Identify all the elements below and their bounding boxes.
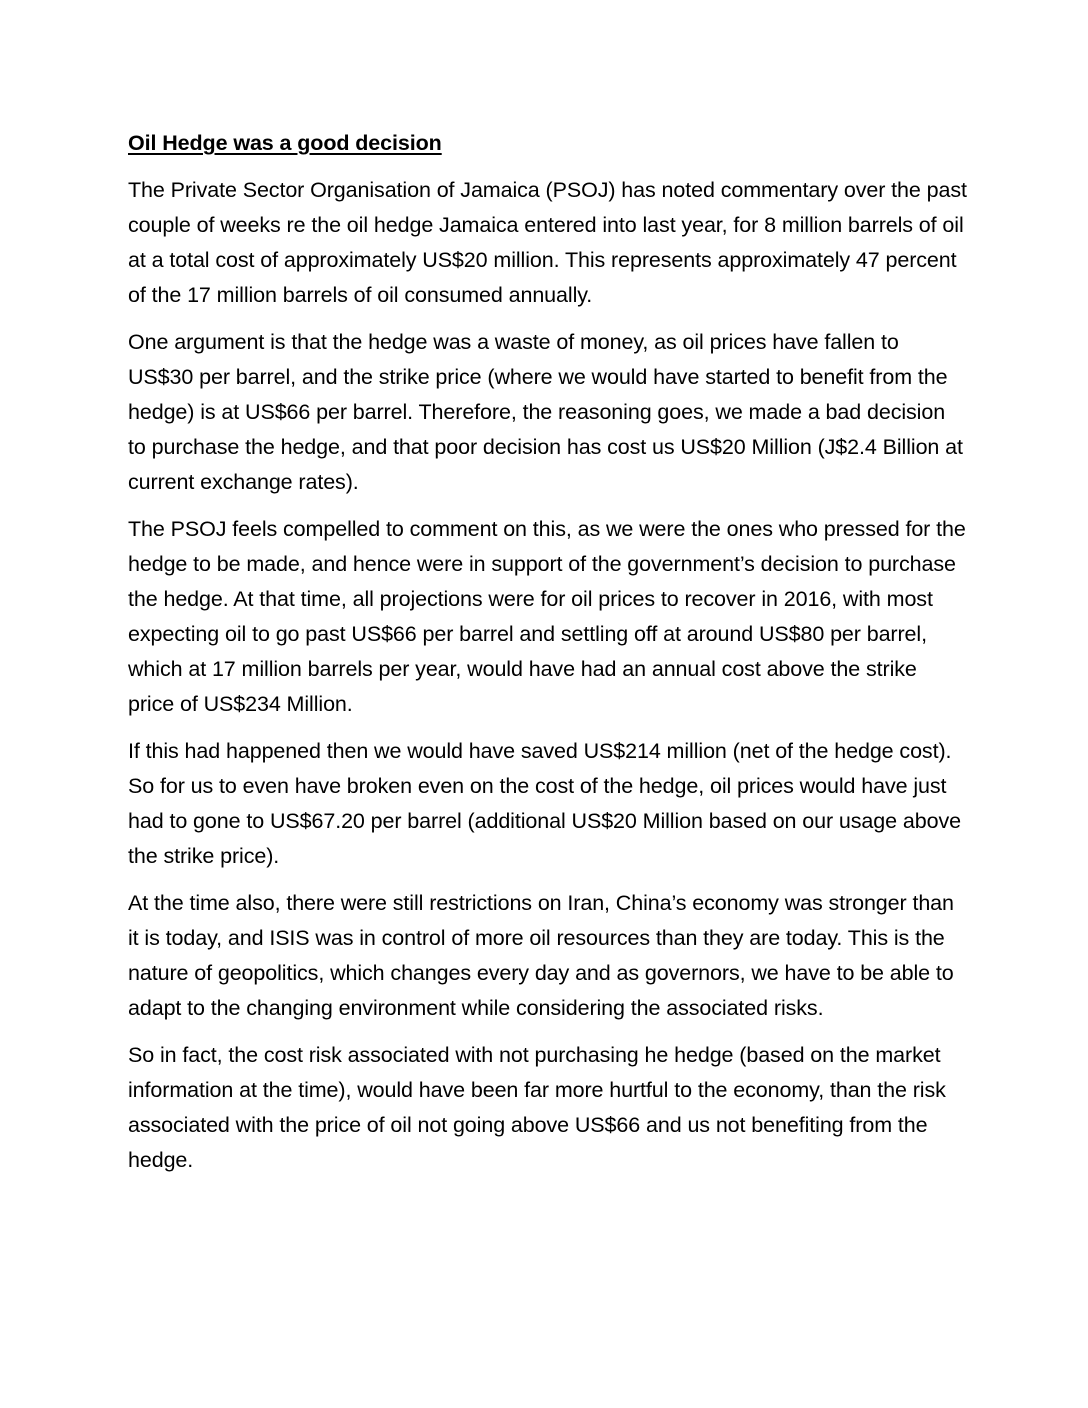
paragraph-break-even: If this had happened then we would have saved US$214 million (net of the hedge cost). So for us to even have broken even on the cost of the hedge, oil prices would have just had to gone to US$67.20 per barrel (additional US$20 Million based on our usage above the strike price). — [128, 739, 961, 868]
paragraph-geopolitics: At the time also, there were still restrictions on Iran, China’s economy was stronger than it is today, and ISIS was in control of more oil resources than they are today. This is the nature of geopolitics, which changes every day and as governors, we have to be able to adapt to the changing environment while considering the associated risks. — [128, 891, 954, 1020]
paragraph-argument: One argument is that the hedge was a waste of money, as oil prices have fallen to US$30 per barrel, and the strike price (where we would have started to benefit from the hedge) is at US$66 per barrel. Therefore, the reasoning goes, we made a bad decision to purchase the hedge, and that poor decision has cost us US$20 Million (J$2.4 Billion at current exchange rates). — [128, 330, 963, 494]
paragraph-conclusion: So in fact, the cost risk associated with not purchasing he hedge (based on the market information at the time), would have been far more hurtful to the economy, than the risk associated with the price of oil not going above US$66 and us not benefiting from the hedge. — [128, 1043, 946, 1172]
paragraph-intro: The Private Sector Organisation of Jamaica (PSOJ) has noted commentary over the past couple of weeks re the oil hedge Jamaica entered into last year, for 8 million barrels of oil at a total cost of approximately US$20 million. This represents approximately 47 percent of the 17 million barrels of oil consumed annually. — [128, 178, 967, 307]
document-title: Oil Hedge was a good decision — [128, 131, 442, 155]
document-body — [128, 126, 968, 1190]
paragraph-psoj-response: The PSOJ feels compelled to comment on this, as we were the ones who pressed for the hedge to be made, and hence were in support of the government’s decision to purchase the hedge. At that time, all projections were for oil prices to recover in 2016, with most expecting oil to go past US$66 per barrel and settling off at around US$80 per barrel, which at 17 million barrels per year, would have had an annual cost above the strike price of US$234 Million. — [128, 517, 966, 716]
